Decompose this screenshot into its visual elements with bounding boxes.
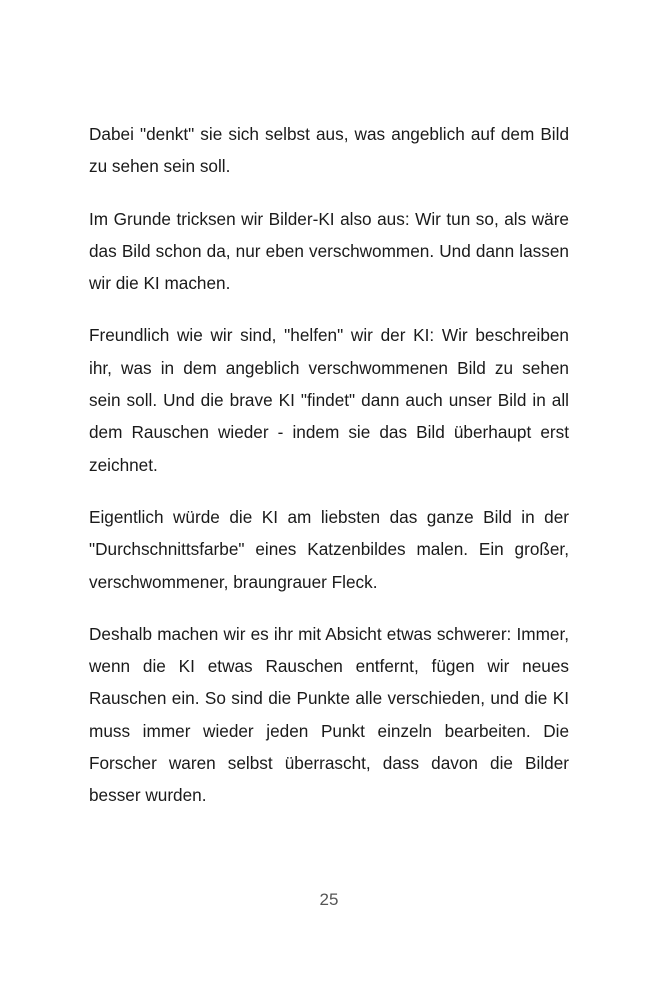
page-body <box>89 118 569 832</box>
paragraph-1: Dabei "denkt" sie sich selbst aus, was angeblich auf dem Bild zu sehen sein soll. <box>89 124 569 177</box>
paragraph-5: Deshalb machen wir es ihr mit Absicht etwas schwerer: Immer, wenn die KI etwas Rauschen entfernt, fügen wir neues Rauschen ein. So sind die Punkte alle verschieden, und die KI muss immer wieder jeden Punkt einzeln bearbeiten. Die Forscher waren selbst überrascht, dass davon die Bilder besser wurden. <box>89 623 569 806</box>
paragraph-2: Im Grunde tricksen wir Bilder-KI also aus: Wir tun so, als wäre das Bild schon da, nur eben verschwommen. Und dann lassen wir die KI machen. <box>89 208 569 294</box>
page-number: 25 <box>319 890 339 909</box>
paragraph-4: Eigentlich würde die KI am liebsten das ganze Bild in der "Durchschnittsfarbe" eines Katzenbildes malen. Ein großer, verschwommener, braungrauer Fleck. <box>89 506 569 592</box>
paragraph-3: Freundlich wie wir sind, "helfen" wir der KI: Wir beschreiben ihr, was in dem angeblich verschwommenen Bild zu sehen sein soll. Und die brave KI "findet" dann auch unser Bild in all dem Rauschen wieder - indem sie das Bild überhaupt erst zeichnet. <box>89 325 569 475</box>
